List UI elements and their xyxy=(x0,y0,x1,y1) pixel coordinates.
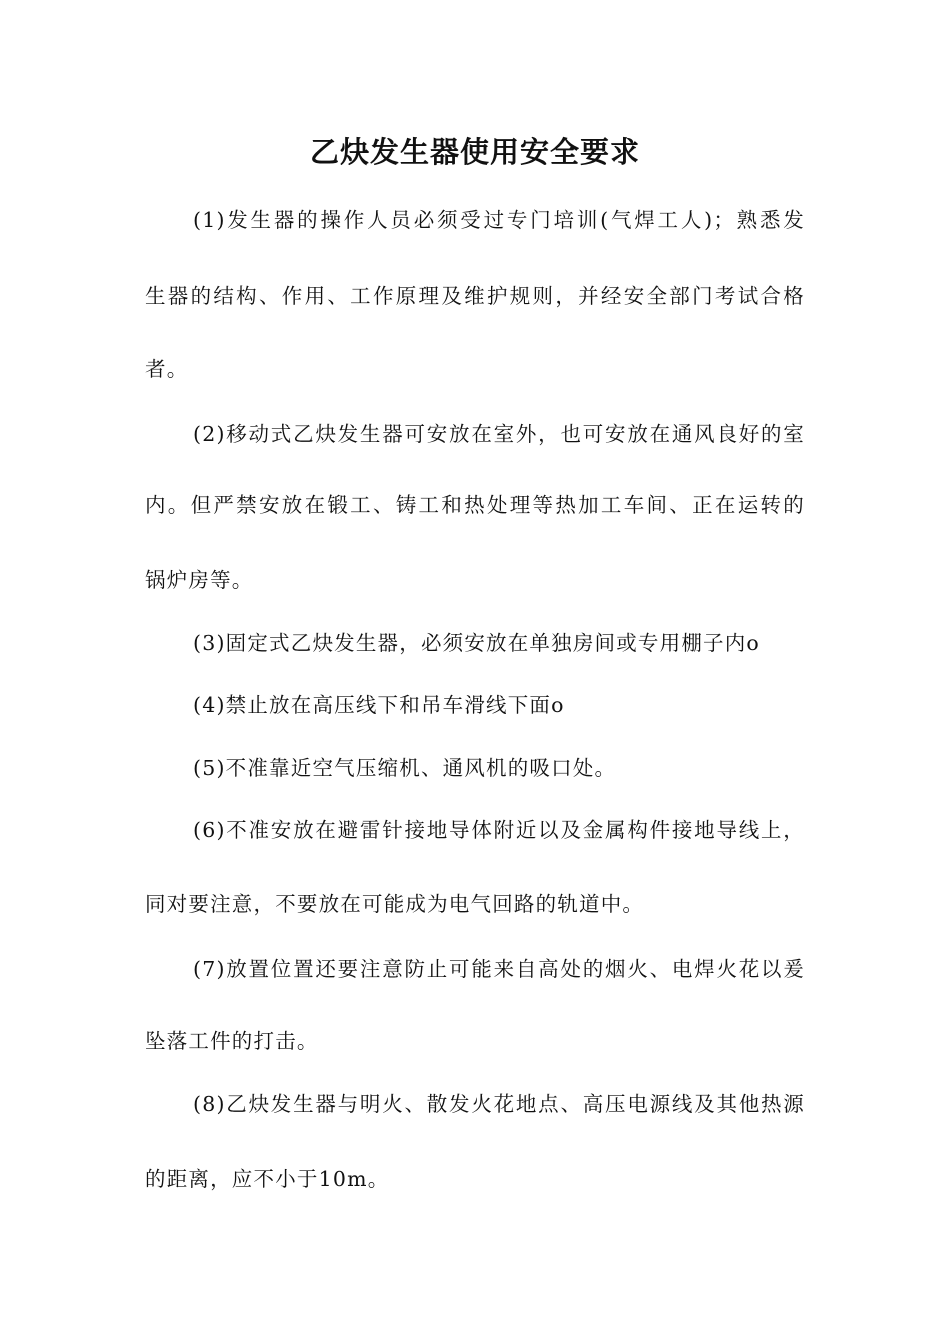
paragraph-1-line-3: 者。 xyxy=(145,357,189,381)
paragraph-2-line-3: 锅炉房等。 xyxy=(145,568,254,592)
paragraph-1-line-2: 生器的结构、作用、工作原理及维护规则，并经安全部门考试合格 xyxy=(145,284,805,308)
paragraph-8-line-2: 的距离，应不小于10m。 xyxy=(145,1167,390,1191)
document-title: 乙炔发生器使用安全要求 xyxy=(309,135,640,169)
paragraph-7-line-1: (7)放置位置还要注意防止可能来自高处的烟火、电焊火花以爰 xyxy=(193,957,805,981)
paragraph-7-line-2: 坠落工件的打击。 xyxy=(145,1029,319,1053)
paragraph-2-line-2: 内。但严禁安放在锻工、铸工和热处理等热加工车间、正在运转的 xyxy=(145,493,805,517)
paragraph-1-line-1: (1)发生器的操作人员必须受过专门培训(气焊工人)；熟悉发 xyxy=(193,208,805,232)
paragraph-6-line-1: (6)不准安放在避雷针接地导体附近以及金属构件接地导线上， xyxy=(193,818,805,842)
paragraph-2-line-1: (2)移动式乙炔发生器可安放在室外，也可安放在通风良好的室 xyxy=(193,422,805,446)
paragraph-4-line-1: (4)禁止放在高压线下和吊车滑线下面o xyxy=(193,693,565,717)
paragraph-6-line-2: 同对要注意，不要放在可能成为电气回路的轨道中。 xyxy=(145,892,645,916)
paragraph-5-line-1: (5)不准靠近空气压缩机、通风机的吸口处。 xyxy=(193,756,617,780)
paragraph-3-line-1: (3)固定式乙炔发生器，必须安放在单独房间或专用棚子内o xyxy=(193,631,760,655)
paragraph-8-line-1: (8)乙炔发生器与明火、散发火花地点、高压电源线及其他热源 xyxy=(193,1092,805,1116)
